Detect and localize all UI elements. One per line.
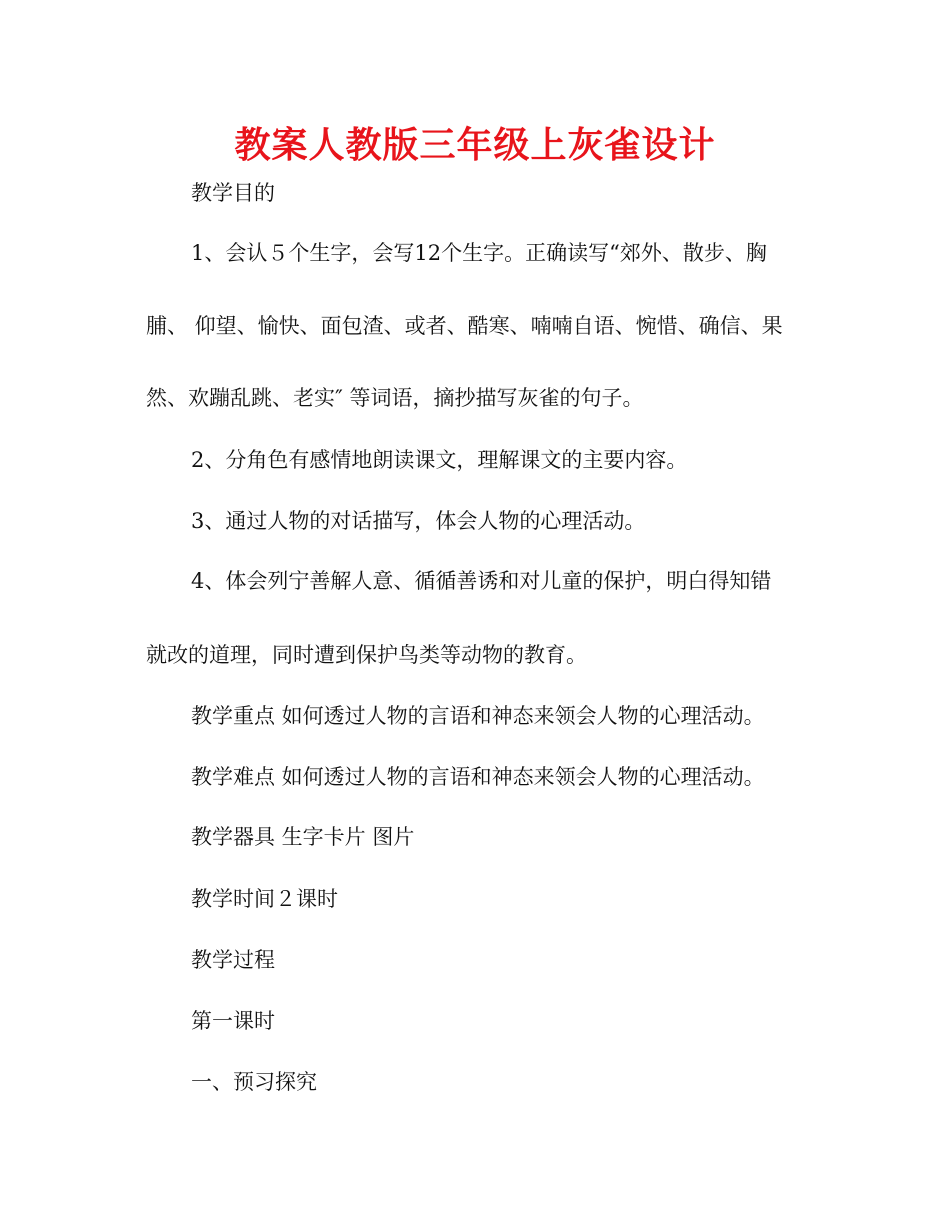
document-title: 教案人教版三年级上灰雀设计 (234, 125, 716, 166)
objective-3: 3、通过人物的对话描写，体会人物的心理活动。 (191, 509, 646, 533)
preview-section-heading: 一、预习探究 (191, 1070, 317, 1094)
teaching-materials: 教学器具 生字卡片 图片 (191, 825, 415, 849)
objective-4-line-1: 4、体会列宁善解人意、循循善诱和对儿童的保护，明白得知错 (191, 569, 772, 593)
section-heading-process: 教学过程 (191, 948, 275, 972)
objective-1-line-1: 1、会认５个生字，会写12个生字。正确读写“郊外、散步、胸 (191, 241, 767, 265)
teaching-time: 教学时间２课时 (191, 887, 338, 911)
objective-2: 2、分角色有感情地朗读课文，理解课文的主要内容。 (191, 448, 688, 472)
teaching-focus: 教学重点 如何透过人物的言语和神态来领会人物的心理活动。 (191, 704, 765, 728)
teaching-difficulty: 教学难点 如何透过人物的言语和神态来领会人物的心理活动。 (191, 765, 765, 789)
section-heading-objectives: 教学目的 (191, 181, 275, 205)
objective-1-line-3: 然、欢蹦乱跳、老实″ 等词语，摘抄描写灰雀的句子。 (146, 386, 644, 410)
objective-1-line-2: 脯、 仰望、愉快、面包渣、或者、酷寒、喃喃自语、惋惜、确信、果 (146, 314, 783, 338)
objective-4-line-2: 就改的道理，同时遭到保护鸟类等动物的教育。 (146, 643, 587, 667)
lesson-one-heading: 第一课时 (191, 1009, 275, 1033)
